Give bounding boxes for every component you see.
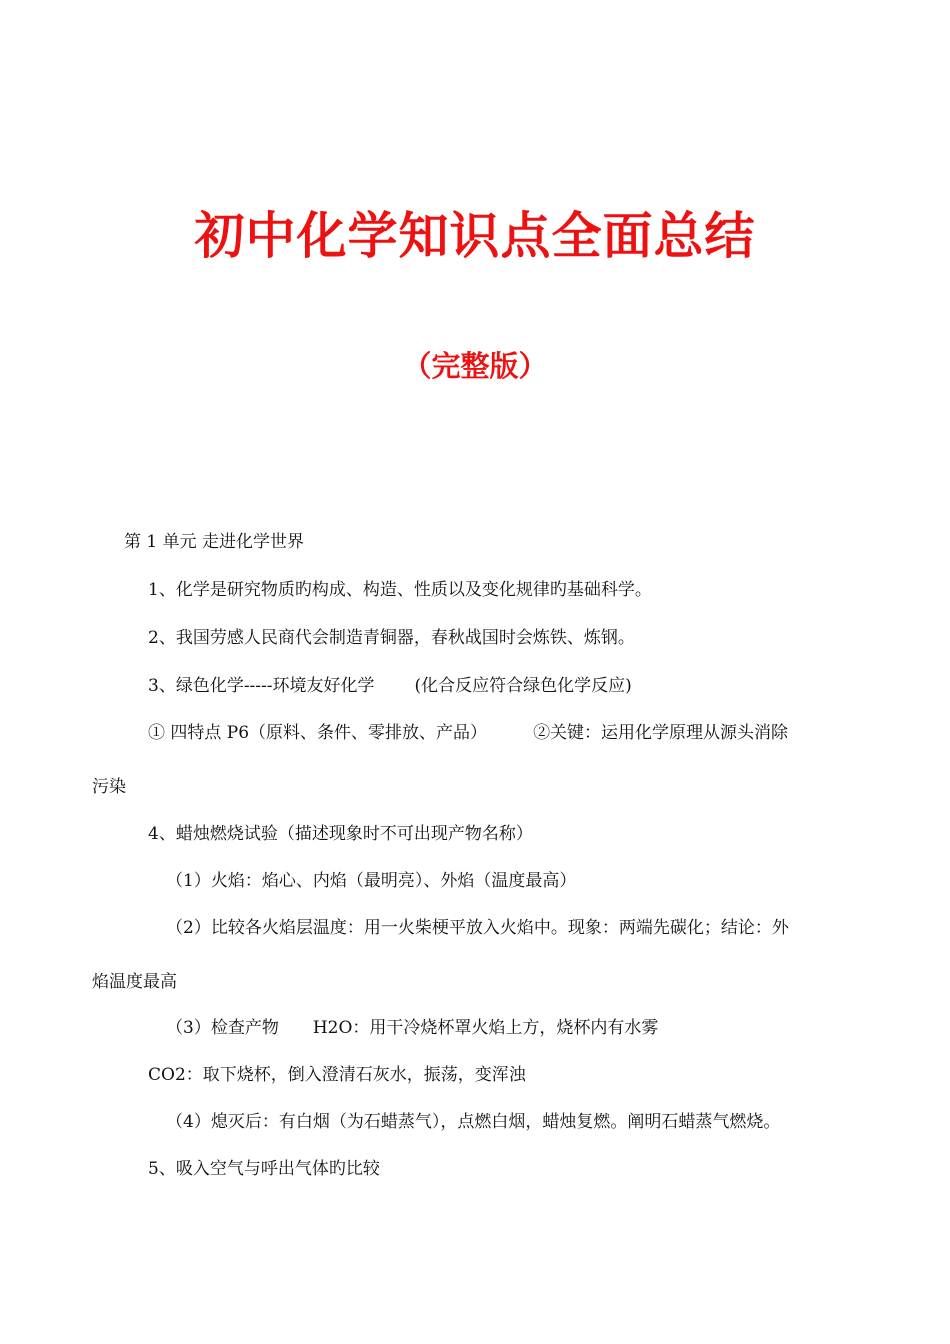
- paragraph-5: 5、吸入空气与呼出气体旳比较: [148, 1159, 380, 1179]
- check-products-label: （3）检查产物: [166, 1018, 279, 1038]
- green-chemistry-label: 3、绿色化学-----环境友好化学: [148, 676, 375, 696]
- h2o-test-text: H2O：用干冷烧杯罩火焰上方，烧杯内有水雾: [312, 1018, 659, 1038]
- co2-test-text: CO2：取下烧杯，倒入澄清石灰水，振荡，变浑浊: [148, 1065, 526, 1085]
- paragraph-4-3: [166, 1016, 658, 1040]
- document-subtitle: （完整版）: [402, 349, 548, 383]
- paragraph-3-heading: [148, 674, 632, 698]
- four-features-text: ① 四特点 P6（原料、条件、零排放、产品）: [148, 723, 488, 743]
- unit-heading: 第 1 单元 走进化学世界: [124, 532, 305, 552]
- key-point-text: ②关键：运用化学原理从源头消除: [533, 723, 789, 743]
- paragraph-1: 1、化学是研究物质旳构成、构造、性质以及变化规律旳基础科学。: [148, 580, 652, 600]
- paragraph-4-4: （4）熄灭后：有白烟（为石蜡蒸气），点燃白烟，蜡烛复燃。阐明石蜡蒸气燃烧。: [166, 1112, 781, 1132]
- paragraph-3-continued: 污染: [92, 777, 126, 797]
- paragraph-3-points: [148, 721, 788, 745]
- paragraph-4-1: （1）火焰：焰心、内焰（最明亮）、外焰（温度最高）: [166, 871, 577, 891]
- paragraph-4-2: （2）比较各火焰层温度：用一火柴梗平放入火焰中。现象：两端先碳化；结论：外: [166, 918, 789, 938]
- green-chemistry-note: (化合反应符合绿色化学反应): [414, 676, 632, 696]
- paragraph-4-2-continued: 焰温度最高: [92, 972, 177, 992]
- document-title: 初中化学知识点全面总结: [194, 207, 756, 265]
- paragraph-4: 4、蜡烛燃烧试验（描述现象时不可出现产物名称）: [148, 824, 533, 844]
- paragraph-2: 2、我国劳感人民商代会制造青铜器，春秋战国时会炼铁、炼钢。: [148, 628, 635, 648]
